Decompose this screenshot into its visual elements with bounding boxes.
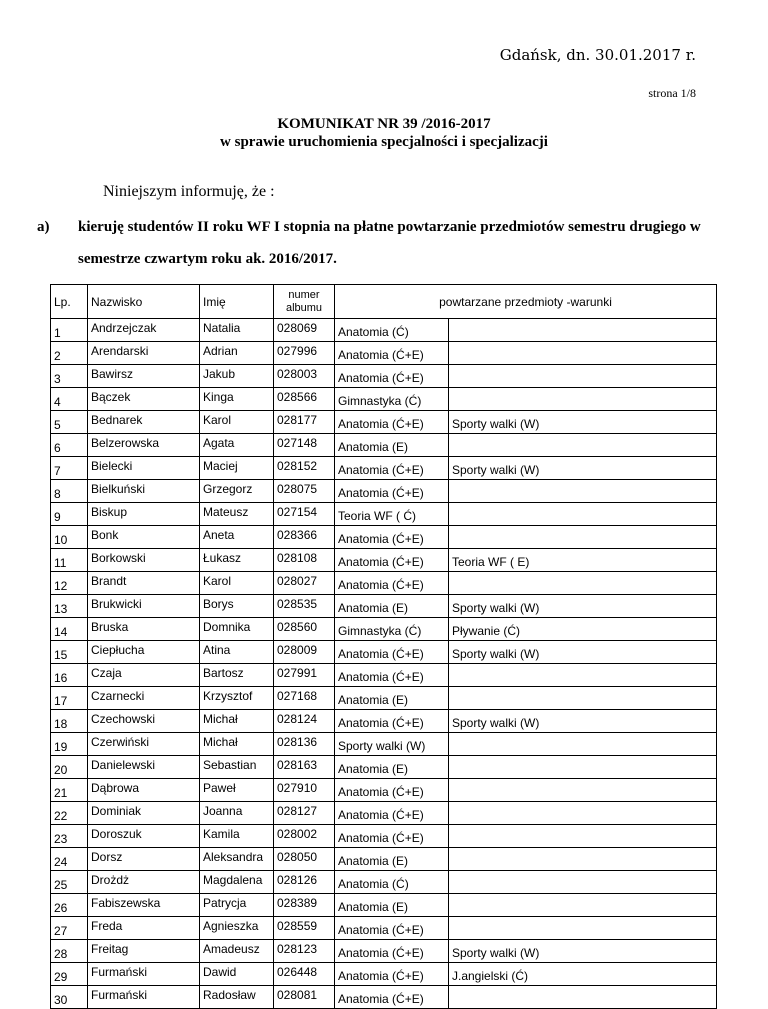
cell-subject-1: Anatomia (Ć+E) (335, 710, 449, 733)
cell-lp: 24 (51, 848, 88, 871)
cell-surname: Czerwiński (88, 733, 200, 756)
cell-subject-2 (449, 802, 717, 825)
cell-surname: Danielewski (88, 756, 200, 779)
cell-album: 027168 (274, 687, 335, 710)
table-row (51, 457, 717, 480)
table-row (51, 825, 717, 848)
cell-subject-1: Anatomia (E) (335, 595, 449, 618)
cell-subject-2: Teoria WF ( E) (449, 549, 717, 572)
cell-subject-2 (449, 687, 717, 710)
cell-name: Karol (200, 411, 274, 434)
header-lp: Lp. (51, 285, 88, 319)
cell-name: Domnika (200, 618, 274, 641)
cell-surname: Freitag (88, 940, 200, 963)
page-number: strona 1/8 (648, 86, 696, 100)
cell-name: Grzegorz (200, 480, 274, 503)
cell-album: 028152 (274, 457, 335, 480)
cell-album: 028389 (274, 894, 335, 917)
cell-lp: 23 (51, 825, 88, 848)
cell-name: Sebastian (200, 756, 274, 779)
cell-lp: 18 (51, 710, 88, 733)
table-row (51, 641, 717, 664)
header-name: Imię (200, 285, 274, 319)
point-a-marker: a) (37, 219, 50, 235)
cell-name: Magdalena (200, 871, 274, 894)
cell-surname: Doroszuk (88, 825, 200, 848)
table-row (51, 986, 717, 1009)
cell-subject-2 (449, 572, 717, 595)
cell-name: Borys (200, 595, 274, 618)
table-row (51, 618, 717, 641)
table-row (51, 549, 717, 572)
cell-name: Amadeusz (200, 940, 274, 963)
cell-surname: Drożdż (88, 871, 200, 894)
cell-name: Agata (200, 434, 274, 457)
cell-lp: 8 (51, 480, 88, 503)
cell-album: 028163 (274, 756, 335, 779)
table-row (51, 503, 717, 526)
cell-surname: Belzerowska (88, 434, 200, 457)
cell-subject-1: Anatomia (Ć+E) (335, 526, 449, 549)
cell-album: 027996 (274, 342, 335, 365)
cell-subject-1: Anatomia (Ć+E) (335, 549, 449, 572)
cell-lp: 27 (51, 917, 88, 940)
cell-lp: 19 (51, 733, 88, 756)
cell-album: 028177 (274, 411, 335, 434)
cell-subject-2 (449, 503, 717, 526)
cell-album: 028009 (274, 641, 335, 664)
cell-subject-1: Gimnastyka (Ć) (335, 388, 449, 411)
cell-subject-1: Anatomia (Ć+E) (335, 986, 449, 1009)
cell-album: 028027 (274, 572, 335, 595)
cell-surname: Bielecki (88, 457, 200, 480)
cell-lp: 16 (51, 664, 88, 687)
table-row (51, 434, 717, 457)
cell-album: 026448 (274, 963, 335, 986)
table-row (51, 365, 717, 388)
cell-subject-2: Sporty walki (W) (449, 940, 717, 963)
cell-subject-1: Anatomia (Ć+E) (335, 365, 449, 388)
cell-subject-1: Gimnastyka (Ć) (335, 618, 449, 641)
cell-subject-2 (449, 319, 717, 342)
cell-subject-2 (449, 365, 717, 388)
cell-name: Kamila (200, 825, 274, 848)
table-row (51, 595, 717, 618)
cell-subject-2 (449, 894, 717, 917)
cell-album: 028003 (274, 365, 335, 388)
cell-name: Natalia (200, 319, 274, 342)
cell-lp: 21 (51, 779, 88, 802)
cell-album: 028559 (274, 917, 335, 940)
cell-name: Bartosz (200, 664, 274, 687)
cell-subject-1: Anatomia (Ć+E) (335, 641, 449, 664)
cell-lp: 20 (51, 756, 88, 779)
cell-subject-1: Anatomia (Ć+E) (335, 917, 449, 940)
cell-name: Adrian (200, 342, 274, 365)
cell-subject-2 (449, 526, 717, 549)
table-row (51, 687, 717, 710)
table-row (51, 710, 717, 733)
cell-lp: 22 (51, 802, 88, 825)
cell-album: 028535 (274, 595, 335, 618)
cell-album: 027910 (274, 779, 335, 802)
cell-subject-1: Anatomia (E) (335, 848, 449, 871)
table-row (51, 894, 717, 917)
cell-subject-1: Anatomia (Ć+E) (335, 802, 449, 825)
cell-subject-2 (449, 848, 717, 871)
document-title: KOMUNIKAT NR 39 /2016-2017 (277, 116, 491, 132)
cell-subject-1: Anatomia (Ć+E) (335, 411, 449, 434)
cell-name: Aneta (200, 526, 274, 549)
cell-album: 028366 (274, 526, 335, 549)
cell-subject-2 (449, 871, 717, 894)
cell-subject-1: Anatomia (E) (335, 687, 449, 710)
cell-lp: 9 (51, 503, 88, 526)
table-row (51, 411, 717, 434)
cell-surname: Bawirsz (88, 365, 200, 388)
cell-name: Krzysztof (200, 687, 274, 710)
cell-subject-1: Anatomia (E) (335, 894, 449, 917)
cell-lp: 5 (51, 411, 88, 434)
cell-surname: Borkowski (88, 549, 200, 572)
cell-subject-2: J.angielski (Ć) (449, 963, 717, 986)
header-surname: Nazwisko (88, 285, 200, 319)
table-row (51, 526, 717, 549)
students-table (50, 284, 717, 1009)
cell-subject-2: Pływanie (Ć) (449, 618, 717, 641)
cell-name: Agnieszka (200, 917, 274, 940)
cell-subject-2: Sporty walki (W) (449, 641, 717, 664)
cell-name: Jakub (200, 365, 274, 388)
place-date: Gdańsk, dn. 30.01.2017 r. (499, 46, 696, 64)
cell-album: 028108 (274, 549, 335, 572)
cell-lp: 14 (51, 618, 88, 641)
cell-album: 028127 (274, 802, 335, 825)
cell-surname: Czechowski (88, 710, 200, 733)
cell-surname: Brandt (88, 572, 200, 595)
cell-name: Dawid (200, 963, 274, 986)
table-row (51, 388, 717, 411)
cell-album: 027148 (274, 434, 335, 457)
cell-subject-2: Sporty walki (W) (449, 595, 717, 618)
table-row (51, 848, 717, 871)
cell-subject-1: Anatomia (Ć+E) (335, 664, 449, 687)
cell-subject-1: Anatomia (Ć+E) (335, 480, 449, 503)
point-a-text: kieruję studentów II roku WF I stopnia na płatne powtarzanie przedmiotów semestru drugiego w semestrze czwartym roku ak. 2016/2017. (78, 219, 701, 267)
cell-surname: Furmański (88, 986, 200, 1009)
cell-surname: Czaja (88, 664, 200, 687)
cell-surname: Fabiszewska (88, 894, 200, 917)
cell-surname: Bednarek (88, 411, 200, 434)
cell-album: 028123 (274, 940, 335, 963)
cell-subject-2: Sporty walki (W) (449, 710, 717, 733)
document-subtitle: w sprawie uruchomienia specjalności i specjalizacji (220, 134, 548, 150)
cell-name: Michał (200, 733, 274, 756)
header-album: numer albumu (274, 285, 335, 319)
cell-name: Joanna (200, 802, 274, 825)
cell-subject-2 (449, 480, 717, 503)
cell-lp: 7 (51, 457, 88, 480)
cell-name: Maciej (200, 457, 274, 480)
cell-lp: 2 (51, 342, 88, 365)
cell-lp: 12 (51, 572, 88, 595)
cell-album: 027991 (274, 664, 335, 687)
cell-album: 028126 (274, 871, 335, 894)
cell-surname: Dominiak (88, 802, 200, 825)
cell-subject-2 (449, 756, 717, 779)
cell-lp: 17 (51, 687, 88, 710)
table-row (51, 756, 717, 779)
cell-subject-2 (449, 434, 717, 457)
cell-lp: 29 (51, 963, 88, 986)
table-header-row (51, 285, 717, 319)
table-row (51, 963, 717, 986)
cell-album: 028566 (274, 388, 335, 411)
table-row (51, 572, 717, 595)
cell-subject-1: Anatomia (Ć) (335, 319, 449, 342)
cell-name: Łukasz (200, 549, 274, 572)
cell-album: 028136 (274, 733, 335, 756)
cell-subject-2 (449, 342, 717, 365)
cell-surname: Biskup (88, 503, 200, 526)
cell-album: 028075 (274, 480, 335, 503)
cell-subject-2: Sporty walki (W) (449, 411, 717, 434)
table-row (51, 664, 717, 687)
cell-name: Karol (200, 572, 274, 595)
cell-name: Mateusz (200, 503, 274, 526)
cell-name: Patrycja (200, 894, 274, 917)
cell-name: Kinga (200, 388, 274, 411)
table-row (51, 917, 717, 940)
cell-lp: 11 (51, 549, 88, 572)
cell-lp: 30 (51, 986, 88, 1009)
cell-album: 028050 (274, 848, 335, 871)
header-subjects: powtarzane przedmioty -warunki (335, 285, 717, 319)
cell-subject-1: Anatomia (Ć+E) (335, 342, 449, 365)
cell-subject-2 (449, 917, 717, 940)
table-row (51, 802, 717, 825)
cell-lp: 13 (51, 595, 88, 618)
cell-subject-1: Anatomia (Ć) (335, 871, 449, 894)
cell-surname: Freda (88, 917, 200, 940)
cell-surname: Bączek (88, 388, 200, 411)
cell-surname: Bielkuński (88, 480, 200, 503)
cell-subject-1: Teoria WF ( Ć) (335, 503, 449, 526)
cell-lp: 10 (51, 526, 88, 549)
cell-lp: 4 (51, 388, 88, 411)
cell-subject-2 (449, 825, 717, 848)
cell-surname: Bonk (88, 526, 200, 549)
table-row (51, 319, 717, 342)
cell-subject-1: Anatomia (Ć+E) (335, 572, 449, 595)
cell-album: 028081 (274, 986, 335, 1009)
cell-lp: 3 (51, 365, 88, 388)
cell-name: Radosław (200, 986, 274, 1009)
cell-subject-1: Anatomia (Ć+E) (335, 779, 449, 802)
cell-subject-1: Anatomia (Ć+E) (335, 457, 449, 480)
cell-lp: 6 (51, 434, 88, 457)
cell-surname: Brukwicki (88, 595, 200, 618)
cell-subject-1: Anatomia (E) (335, 756, 449, 779)
cell-surname: Ciepłucha (88, 641, 200, 664)
cell-album: 028124 (274, 710, 335, 733)
cell-album: 027154 (274, 503, 335, 526)
cell-album: 028560 (274, 618, 335, 641)
cell-name: Michał (200, 710, 274, 733)
cell-subject-2 (449, 779, 717, 802)
cell-lp: 25 (51, 871, 88, 894)
cell-subject-2 (449, 664, 717, 687)
cell-surname: Andrzejczak (88, 319, 200, 342)
cell-subject-1: Anatomia (Ć+E) (335, 825, 449, 848)
cell-name: Aleksandra (200, 848, 274, 871)
cell-subject-2 (449, 388, 717, 411)
table-row (51, 779, 717, 802)
cell-name: Atina (200, 641, 274, 664)
table-row (51, 733, 717, 756)
table-row (51, 940, 717, 963)
cell-lp: 26 (51, 894, 88, 917)
cell-surname: Czarnecki (88, 687, 200, 710)
cell-name: Paweł (200, 779, 274, 802)
cell-lp: 1 (51, 319, 88, 342)
cell-subject-1: Sporty walki (W) (335, 733, 449, 756)
cell-surname: Bruska (88, 618, 200, 641)
table-row (51, 342, 717, 365)
cell-subject-2: Sporty walki (W) (449, 457, 717, 480)
cell-subject-1: Anatomia (Ć+E) (335, 963, 449, 986)
cell-album: 028069 (274, 319, 335, 342)
cell-surname: Dąbrowa (88, 779, 200, 802)
cell-surname: Arendarski (88, 342, 200, 365)
cell-surname: Furmański (88, 963, 200, 986)
table-row (51, 480, 717, 503)
intro-text: Niniejszym informuję, że : (103, 183, 275, 200)
table-row (51, 871, 717, 894)
cell-album: 028002 (274, 825, 335, 848)
cell-surname: Dorsz (88, 848, 200, 871)
cell-lp: 28 (51, 940, 88, 963)
cell-subject-1: Anatomia (Ć+E) (335, 940, 449, 963)
cell-lp: 15 (51, 641, 88, 664)
cell-subject-1: Anatomia (E) (335, 434, 449, 457)
cell-subject-2 (449, 986, 717, 1009)
cell-subject-2 (449, 733, 717, 756)
